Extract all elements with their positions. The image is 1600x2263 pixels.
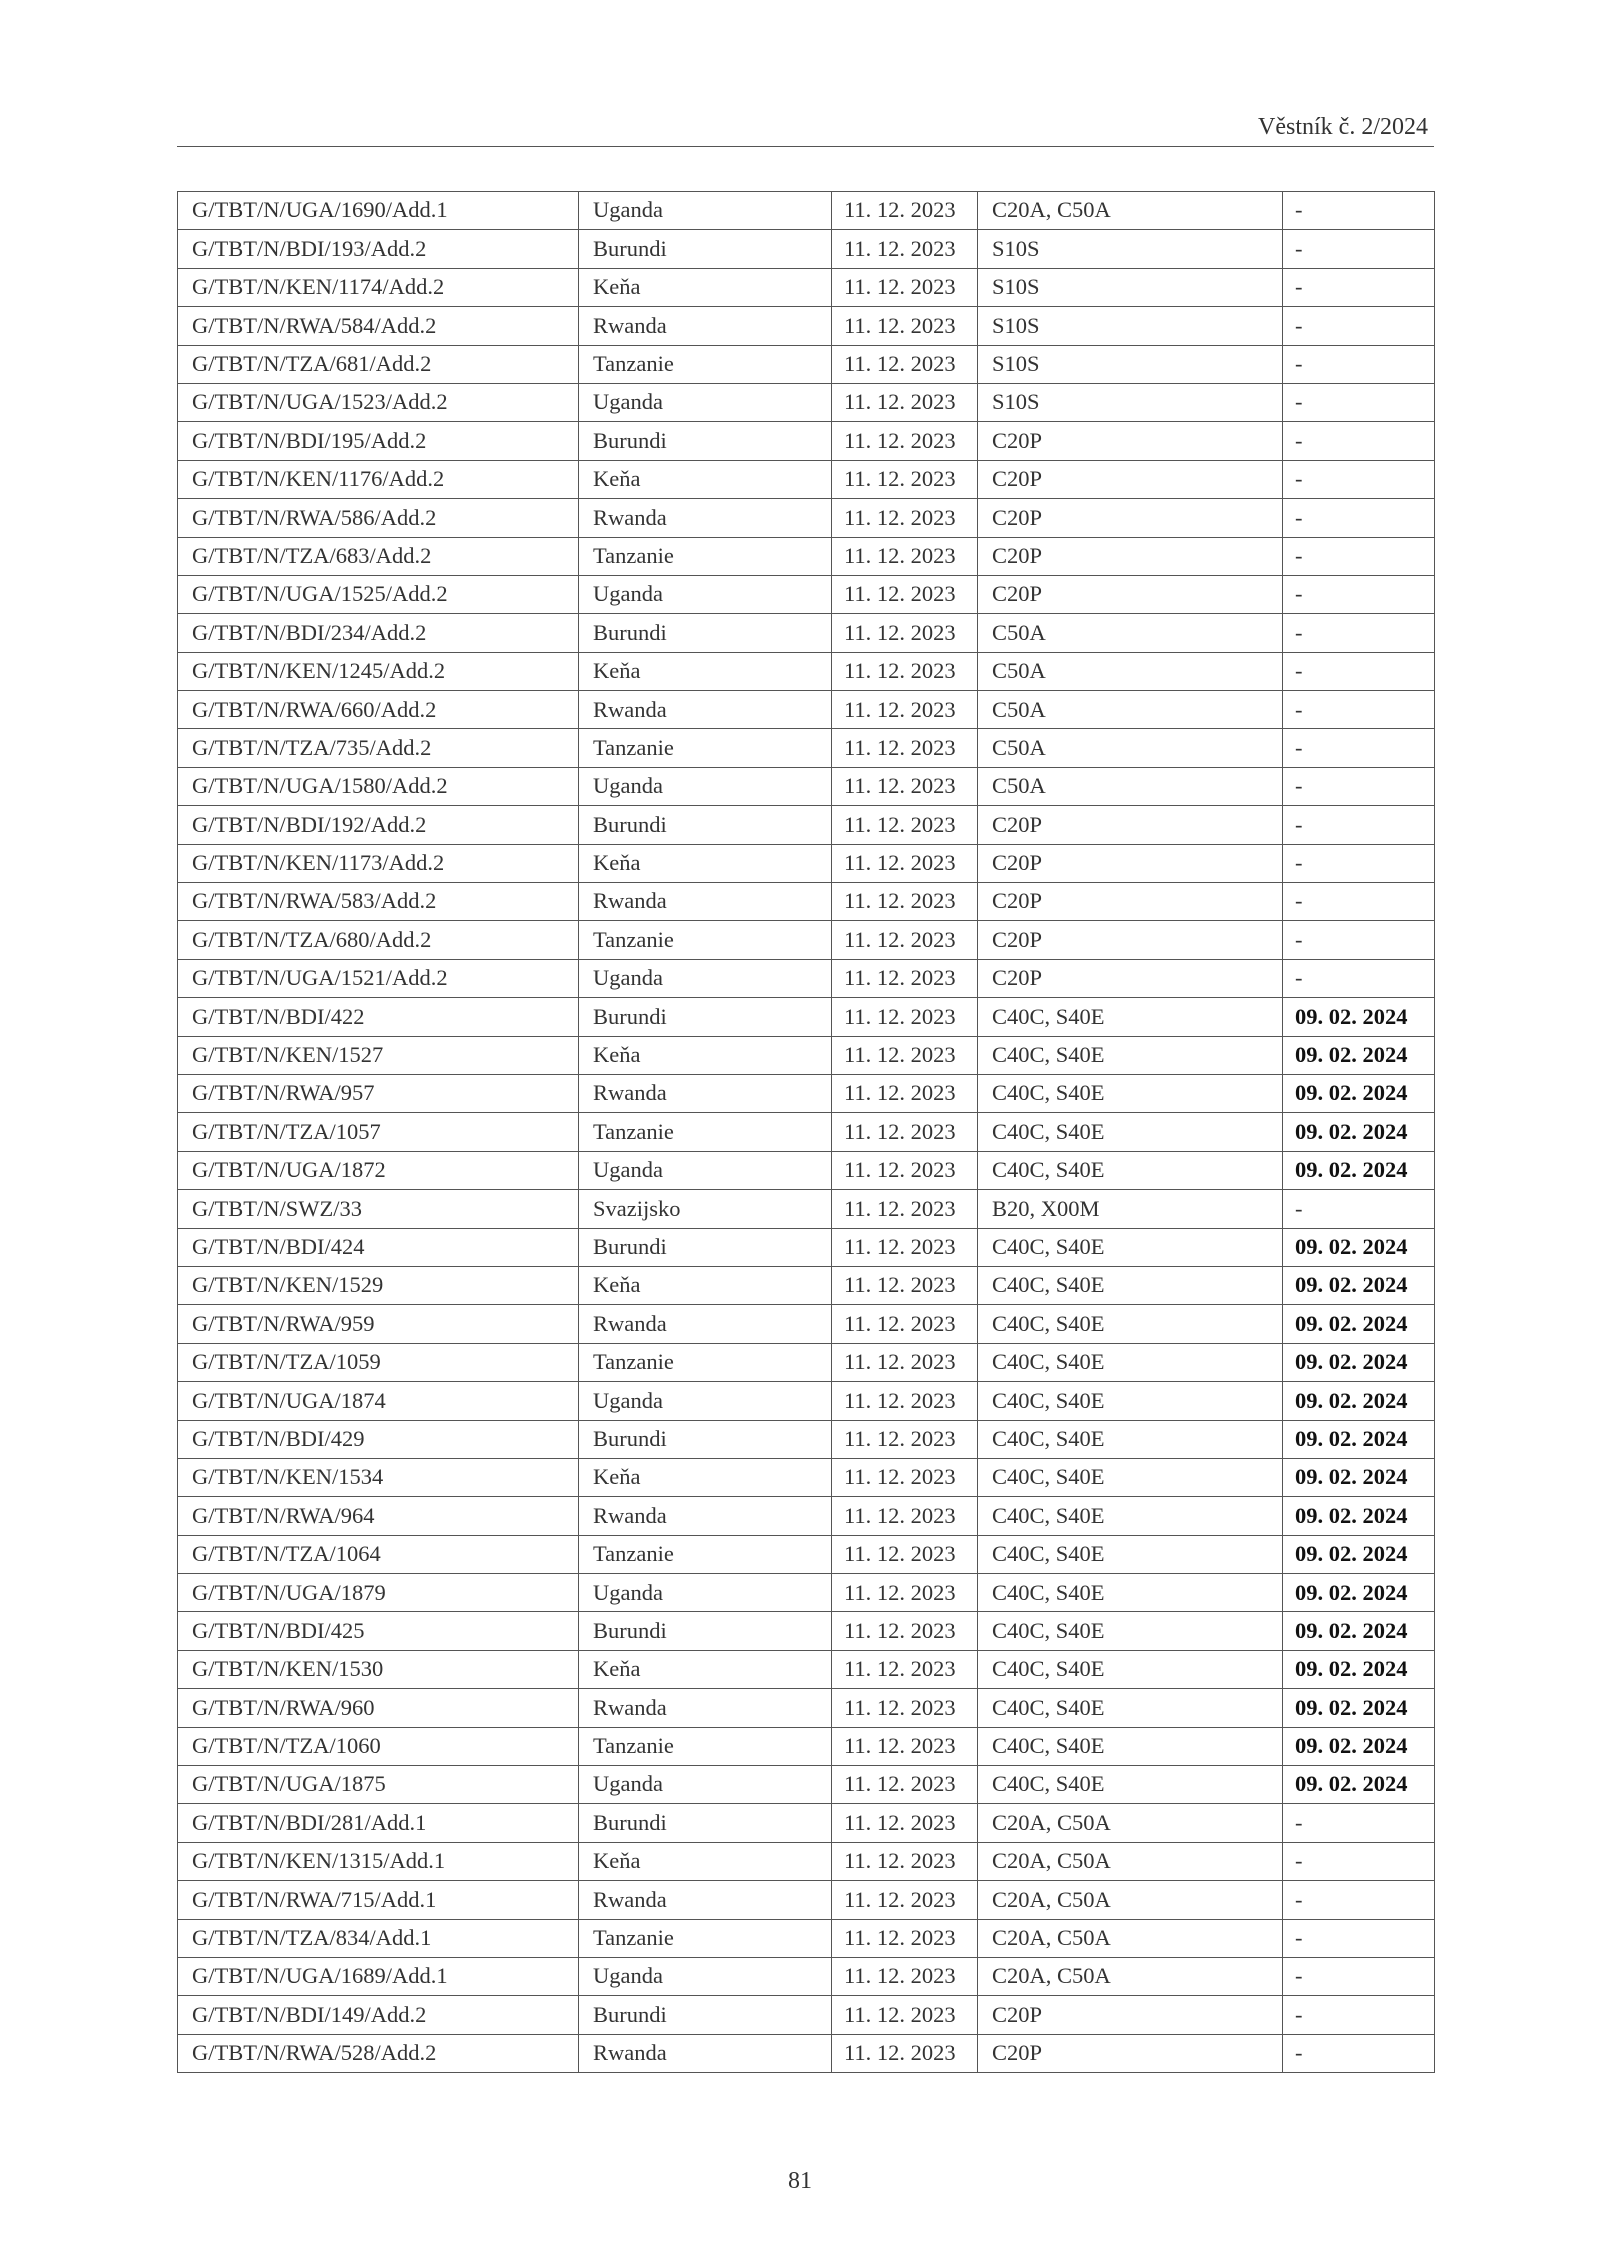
table-row: [178, 499, 1435, 537]
ics-code-cell: C50A: [978, 652, 1283, 690]
notification-symbol-cell: G/TBT/N/RWA/959: [178, 1305, 579, 1343]
ics-code-cell: C20P: [978, 1996, 1283, 2034]
deadline-cell: -: [1283, 230, 1435, 268]
notification-symbol-cell: G/TBT/N/KEN/1174/Add.2: [178, 268, 579, 306]
deadline-cell: -: [1283, 767, 1435, 805]
notification-symbol-cell: G/TBT/N/TZA/735/Add.2: [178, 729, 579, 767]
notification-symbol-cell: G/TBT/N/TZA/681/Add.2: [178, 345, 579, 383]
deadline-cell: -: [1283, 1919, 1435, 1957]
table-row: [178, 1727, 1435, 1765]
table-row: [178, 1996, 1435, 2034]
date-cell: 11. 12. 2023: [832, 1574, 978, 1612]
table-row: [178, 1804, 1435, 1842]
date-cell: 11. 12. 2023: [832, 691, 978, 729]
date-cell: 11. 12. 2023: [832, 1612, 978, 1650]
country-cell: Tanzanie: [579, 1343, 832, 1381]
notification-symbol-cell: G/TBT/N/UGA/1879: [178, 1574, 579, 1612]
ics-code-cell: C40C, S40E: [978, 1305, 1283, 1343]
table-row: [178, 1689, 1435, 1727]
ics-code-cell: C20P: [978, 575, 1283, 613]
date-cell: 11. 12. 2023: [832, 1804, 978, 1842]
date-cell: 11. 12. 2023: [832, 1036, 978, 1074]
date-cell: 11. 12. 2023: [832, 1727, 978, 1765]
date-cell: 11. 12. 2023: [832, 1074, 978, 1112]
country-cell: Rwanda: [579, 1305, 832, 1343]
date-cell: 11. 12. 2023: [832, 806, 978, 844]
country-cell: Keňa: [579, 652, 832, 690]
country-cell: Tanzanie: [579, 921, 832, 959]
deadline-cell: 09. 02. 2024: [1283, 1650, 1435, 1688]
country-cell: Burundi: [579, 998, 832, 1036]
ics-code-cell: C20A, C50A: [978, 1804, 1283, 1842]
ics-code-cell: S10S: [978, 383, 1283, 421]
table-row: [178, 1343, 1435, 1381]
deadline-cell: -: [1283, 729, 1435, 767]
ics-code-cell: C40C, S40E: [978, 1650, 1283, 1688]
ics-code-cell: S10S: [978, 345, 1283, 383]
notification-symbol-cell: G/TBT/N/BDI/192/Add.2: [178, 806, 579, 844]
notification-symbol-cell: G/TBT/N/BDI/149/Add.2: [178, 1996, 579, 2034]
deadline-cell: -: [1283, 460, 1435, 498]
ics-code-cell: C40C, S40E: [978, 1343, 1283, 1381]
notification-symbol-cell: G/TBT/N/TZA/683/Add.2: [178, 537, 579, 575]
country-cell: Rwanda: [579, 1689, 832, 1727]
date-cell: 11. 12. 2023: [832, 383, 978, 421]
ics-code-cell: C50A: [978, 691, 1283, 729]
date-cell: 11. 12. 2023: [832, 959, 978, 997]
country-cell: Burundi: [579, 1804, 832, 1842]
deadline-cell: 09. 02. 2024: [1283, 1343, 1435, 1381]
deadline-cell: -: [1283, 499, 1435, 537]
deadline-cell: 09. 02. 2024: [1283, 1151, 1435, 1189]
country-cell: Burundi: [579, 230, 832, 268]
ics-code-cell: C40C, S40E: [978, 1074, 1283, 1112]
notification-symbol-cell: G/TBT/N/RWA/960: [178, 1689, 579, 1727]
deadline-cell: 09. 02. 2024: [1283, 1382, 1435, 1420]
table-row: [178, 1497, 1435, 1535]
deadline-cell: -: [1283, 1996, 1435, 2034]
deadline-cell: -: [1283, 2034, 1435, 2072]
deadline-cell: 09. 02. 2024: [1283, 1497, 1435, 1535]
ics-code-cell: C40C, S40E: [978, 1113, 1283, 1151]
notification-symbol-cell: G/TBT/N/TZA/1060: [178, 1727, 579, 1765]
page-number: 81: [788, 2168, 812, 2194]
country-cell: Tanzanie: [579, 729, 832, 767]
country-cell: Keňa: [579, 1036, 832, 1074]
notification-symbol-cell: G/TBT/N/KEN/1245/Add.2: [178, 652, 579, 690]
deadline-cell: -: [1283, 844, 1435, 882]
country-cell: Keňa: [579, 1458, 832, 1496]
ics-code-cell: C40C, S40E: [978, 998, 1283, 1036]
notification-symbol-cell: G/TBT/N/UGA/1689/Add.1: [178, 1957, 579, 1995]
ics-code-cell: C50A: [978, 729, 1283, 767]
deadline-cell: -: [1283, 1881, 1435, 1919]
table-row: [178, 1612, 1435, 1650]
ics-code-cell: C40C, S40E: [978, 1151, 1283, 1189]
deadline-cell: 09. 02. 2024: [1283, 1266, 1435, 1304]
notification-table: [177, 191, 1435, 2073]
notification-symbol-cell: G/TBT/N/RWA/660/Add.2: [178, 691, 579, 729]
table-row: [178, 422, 1435, 460]
notification-symbol-cell: G/TBT/N/TZA/1057: [178, 1113, 579, 1151]
date-cell: 11. 12. 2023: [832, 192, 978, 230]
deadline-cell: 09. 02. 2024: [1283, 1305, 1435, 1343]
date-cell: 11. 12. 2023: [832, 844, 978, 882]
ics-code-cell: C50A: [978, 614, 1283, 652]
ics-code-cell: S10S: [978, 268, 1283, 306]
deadline-cell: 09. 02. 2024: [1283, 1113, 1435, 1151]
country-cell: Uganda: [579, 1151, 832, 1189]
country-cell: Rwanda: [579, 1074, 832, 1112]
ics-code-cell: C20P: [978, 921, 1283, 959]
date-cell: 11. 12. 2023: [832, 1957, 978, 1995]
notification-symbol-cell: G/TBT/N/BDI/422: [178, 998, 579, 1036]
table-row: [178, 575, 1435, 613]
country-cell: Burundi: [579, 614, 832, 652]
deadline-cell: -: [1283, 1190, 1435, 1228]
table-row: [178, 1074, 1435, 1112]
date-cell: 11. 12. 2023: [832, 2034, 978, 2072]
date-cell: 11. 12. 2023: [832, 1881, 978, 1919]
notification-symbol-cell: G/TBT/N/KEN/1176/Add.2: [178, 460, 579, 498]
deadline-cell: 09. 02. 2024: [1283, 1420, 1435, 1458]
notification-symbol-cell: G/TBT/N/UGA/1872: [178, 1151, 579, 1189]
deadline-cell: -: [1283, 652, 1435, 690]
table-row: [178, 844, 1435, 882]
date-cell: 11. 12. 2023: [832, 1113, 978, 1151]
deadline-cell: 09. 02. 2024: [1283, 1612, 1435, 1650]
country-cell: Uganda: [579, 1382, 832, 1420]
journal-issue-title: Věstník č. 2/2024: [1258, 114, 1428, 140]
table-row: [178, 1420, 1435, 1458]
deadline-cell: -: [1283, 537, 1435, 575]
country-cell: Keňa: [579, 268, 832, 306]
country-cell: Tanzanie: [579, 1113, 832, 1151]
notification-symbol-cell: G/TBT/N/TZA/680/Add.2: [178, 921, 579, 959]
table-row: [178, 537, 1435, 575]
ics-code-cell: B20, X00M: [978, 1190, 1283, 1228]
country-cell: Rwanda: [579, 499, 832, 537]
ics-code-cell: C40C, S40E: [978, 1689, 1283, 1727]
table-row: [178, 1574, 1435, 1612]
table-row: [178, 1957, 1435, 1995]
ics-code-cell: C20P: [978, 537, 1283, 575]
deadline-cell: -: [1283, 806, 1435, 844]
country-cell: Burundi: [579, 1228, 832, 1266]
ics-code-cell: C40C, S40E: [978, 1497, 1283, 1535]
notification-table-body: [178, 192, 1435, 2073]
notification-symbol-cell: G/TBT/N/KEN/1527: [178, 1036, 579, 1074]
notification-symbol-cell: G/TBT/N/RWA/957: [178, 1074, 579, 1112]
date-cell: 11. 12. 2023: [832, 1766, 978, 1804]
table-row: [178, 1535, 1435, 1573]
notification-symbol-cell: G/TBT/N/UGA/1875: [178, 1766, 579, 1804]
country-cell: Tanzanie: [579, 537, 832, 575]
ics-code-cell: C40C, S40E: [978, 1036, 1283, 1074]
notification-symbol-cell: G/TBT/N/RWA/964: [178, 1497, 579, 1535]
ics-code-cell: C40C, S40E: [978, 1228, 1283, 1266]
deadline-cell: 09. 02. 2024: [1283, 1074, 1435, 1112]
ics-code-cell: C20A, C50A: [978, 1842, 1283, 1880]
table-row: [178, 460, 1435, 498]
country-cell: Uganda: [579, 1766, 832, 1804]
table-row: [178, 959, 1435, 997]
date-cell: 11. 12. 2023: [832, 1420, 978, 1458]
ics-code-cell: C40C, S40E: [978, 1382, 1283, 1420]
date-cell: 11. 12. 2023: [832, 1190, 978, 1228]
country-cell: Burundi: [579, 806, 832, 844]
date-cell: 11. 12. 2023: [832, 345, 978, 383]
deadline-cell: -: [1283, 383, 1435, 421]
ics-code-cell: C20P: [978, 422, 1283, 460]
deadline-cell: 09. 02. 2024: [1283, 998, 1435, 1036]
notification-symbol-cell: G/TBT/N/TZA/1064: [178, 1535, 579, 1573]
deadline-cell: -: [1283, 691, 1435, 729]
country-cell: Rwanda: [579, 1881, 832, 1919]
country-cell: Svazijsko: [579, 1190, 832, 1228]
table-row: [178, 1113, 1435, 1151]
deadline-cell: -: [1283, 1842, 1435, 1880]
table-row: [178, 883, 1435, 921]
ics-code-cell: C40C, S40E: [978, 1458, 1283, 1496]
date-cell: 11. 12. 2023: [832, 1650, 978, 1688]
ics-code-cell: C40C, S40E: [978, 1535, 1283, 1573]
table-row: [178, 1881, 1435, 1919]
notification-symbol-cell: G/TBT/N/KEN/1529: [178, 1266, 579, 1304]
country-cell: Rwanda: [579, 1497, 832, 1535]
table-row: [178, 1842, 1435, 1880]
country-cell: Keňa: [579, 460, 832, 498]
table-row: [178, 691, 1435, 729]
deadline-cell: -: [1283, 307, 1435, 345]
notification-symbol-cell: G/TBT/N/UGA/1523/Add.2: [178, 383, 579, 421]
ics-code-cell: C20P: [978, 460, 1283, 498]
deadline-cell: -: [1283, 1957, 1435, 1995]
date-cell: 11. 12. 2023: [832, 1228, 978, 1266]
date-cell: 11. 12. 2023: [832, 499, 978, 537]
ics-code-cell: C40C, S40E: [978, 1612, 1283, 1650]
table-row: [178, 1228, 1435, 1266]
notification-symbol-cell: G/TBT/N/RWA/584/Add.2: [178, 307, 579, 345]
table-row: [178, 1305, 1435, 1343]
country-cell: Keňa: [579, 1842, 832, 1880]
notification-symbol-cell: G/TBT/N/KEN/1315/Add.1: [178, 1842, 579, 1880]
notification-symbol-cell: G/TBT/N/UGA/1521/Add.2: [178, 959, 579, 997]
deadline-cell: -: [1283, 192, 1435, 230]
date-cell: 11. 12. 2023: [832, 998, 978, 1036]
date-cell: 11. 12. 2023: [832, 652, 978, 690]
table-row: [178, 767, 1435, 805]
deadline-cell: -: [1283, 345, 1435, 383]
ics-code-cell: C40C, S40E: [978, 1266, 1283, 1304]
deadline-cell: 09. 02. 2024: [1283, 1766, 1435, 1804]
notification-symbol-cell: G/TBT/N/KEN/1534: [178, 1458, 579, 1496]
table-row: [178, 614, 1435, 652]
notification-symbol-cell: G/TBT/N/UGA/1525/Add.2: [178, 575, 579, 613]
date-cell: 11. 12. 2023: [832, 729, 978, 767]
ics-code-cell: C40C, S40E: [978, 1766, 1283, 1804]
deadline-cell: 09. 02. 2024: [1283, 1574, 1435, 1612]
date-cell: 11. 12. 2023: [832, 883, 978, 921]
notification-symbol-cell: G/TBT/N/RWA/583/Add.2: [178, 883, 579, 921]
country-cell: Tanzanie: [579, 1727, 832, 1765]
table-row: [178, 1036, 1435, 1074]
ics-code-cell: C20P: [978, 959, 1283, 997]
deadline-cell: -: [1283, 1804, 1435, 1842]
table-row: [178, 345, 1435, 383]
table-row: [178, 1190, 1435, 1228]
country-cell: Uganda: [579, 192, 832, 230]
notification-symbol-cell: G/TBT/N/KEN/1173/Add.2: [178, 844, 579, 882]
country-cell: Burundi: [579, 1612, 832, 1650]
notification-symbol-cell: G/TBT/N/BDI/195/Add.2: [178, 422, 579, 460]
notification-symbol-cell: G/TBT/N/TZA/1059: [178, 1343, 579, 1381]
ics-code-cell: C50A: [978, 767, 1283, 805]
table-row: [178, 1650, 1435, 1688]
deadline-cell: 09. 02. 2024: [1283, 1228, 1435, 1266]
notification-symbol-cell: G/TBT/N/BDI/424: [178, 1228, 579, 1266]
ics-code-cell: C20A, C50A: [978, 1881, 1283, 1919]
date-cell: 11. 12. 2023: [832, 1382, 978, 1420]
deadline-cell: 09. 02. 2024: [1283, 1689, 1435, 1727]
table-row: [178, 729, 1435, 767]
ics-code-cell: C20P: [978, 883, 1283, 921]
date-cell: 11. 12. 2023: [832, 230, 978, 268]
date-cell: 11. 12. 2023: [832, 1458, 978, 1496]
table-row: [178, 652, 1435, 690]
deadline-cell: -: [1283, 883, 1435, 921]
notification-symbol-cell: G/TBT/N/BDI/281/Add.1: [178, 1804, 579, 1842]
table-row: [178, 806, 1435, 844]
date-cell: 11. 12. 2023: [832, 307, 978, 345]
deadline-cell: -: [1283, 959, 1435, 997]
country-cell: Tanzanie: [579, 1535, 832, 1573]
country-cell: Tanzanie: [579, 1919, 832, 1957]
ics-code-cell: C20P: [978, 806, 1283, 844]
date-cell: 11. 12. 2023: [832, 1266, 978, 1304]
country-cell: Uganda: [579, 575, 832, 613]
date-cell: 11. 12. 2023: [832, 1305, 978, 1343]
date-cell: 11. 12. 2023: [832, 268, 978, 306]
table-row: [178, 1382, 1435, 1420]
deadline-cell: 09. 02. 2024: [1283, 1036, 1435, 1074]
country-cell: Rwanda: [579, 2034, 832, 2072]
table-row: [178, 383, 1435, 421]
country-cell: Uganda: [579, 959, 832, 997]
notification-symbol-cell: G/TBT/N/BDI/425: [178, 1612, 579, 1650]
ics-code-cell: S10S: [978, 307, 1283, 345]
country-cell: Burundi: [579, 422, 832, 460]
ics-code-cell: C40C, S40E: [978, 1574, 1283, 1612]
deadline-cell: 09. 02. 2024: [1283, 1727, 1435, 1765]
date-cell: 11. 12. 2023: [832, 614, 978, 652]
ics-code-cell: C20A, C50A: [978, 1919, 1283, 1957]
country-cell: Keňa: [579, 1650, 832, 1688]
date-cell: 11. 12. 2023: [832, 1343, 978, 1381]
notification-symbol-cell: G/TBT/N/UGA/1690/Add.1: [178, 192, 579, 230]
ics-code-cell: C40C, S40E: [978, 1420, 1283, 1458]
deadline-cell: -: [1283, 422, 1435, 460]
ics-code-cell: C20A, C50A: [978, 192, 1283, 230]
table-row: [178, 192, 1435, 230]
table-row: [178, 1919, 1435, 1957]
ics-code-cell: C40C, S40E: [978, 1727, 1283, 1765]
country-cell: Rwanda: [579, 307, 832, 345]
date-cell: 11. 12. 2023: [832, 1689, 978, 1727]
date-cell: 11. 12. 2023: [832, 537, 978, 575]
country-cell: Rwanda: [579, 883, 832, 921]
notification-symbol-cell: G/TBT/N/BDI/429: [178, 1420, 579, 1458]
country-cell: Uganda: [579, 767, 832, 805]
ics-code-cell: S10S: [978, 230, 1283, 268]
deadline-cell: -: [1283, 268, 1435, 306]
table-row: [178, 1458, 1435, 1496]
date-cell: 11. 12. 2023: [832, 767, 978, 805]
date-cell: 11. 12. 2023: [832, 422, 978, 460]
date-cell: 11. 12. 2023: [832, 921, 978, 959]
table-row: [178, 1266, 1435, 1304]
deadline-cell: 09. 02. 2024: [1283, 1535, 1435, 1573]
notification-symbol-cell: G/TBT/N/UGA/1580/Add.2: [178, 767, 579, 805]
table-row: [178, 1151, 1435, 1189]
date-cell: 11. 12. 2023: [832, 1919, 978, 1957]
table-row: [178, 921, 1435, 959]
date-cell: 11. 12. 2023: [832, 1996, 978, 2034]
notification-symbol-cell: G/TBT/N/SWZ/33: [178, 1190, 579, 1228]
country-cell: Tanzanie: [579, 345, 832, 383]
notification-symbol-cell: G/TBT/N/RWA/586/Add.2: [178, 499, 579, 537]
deadline-cell: -: [1283, 921, 1435, 959]
date-cell: 11. 12. 2023: [832, 1151, 978, 1189]
notification-symbol-cell: G/TBT/N/UGA/1874: [178, 1382, 579, 1420]
table-row: [178, 307, 1435, 345]
date-cell: 11. 12. 2023: [832, 575, 978, 613]
notification-symbol-cell: G/TBT/N/RWA/528/Add.2: [178, 2034, 579, 2072]
page-header: [177, 114, 1434, 147]
deadline-cell: 09. 02. 2024: [1283, 1458, 1435, 1496]
notification-symbol-cell: G/TBT/N/KEN/1530: [178, 1650, 579, 1688]
date-cell: 11. 12. 2023: [832, 460, 978, 498]
notification-symbol-cell: G/TBT/N/BDI/234/Add.2: [178, 614, 579, 652]
country-cell: Uganda: [579, 383, 832, 421]
table-row: [178, 2034, 1435, 2072]
ics-code-cell: C20P: [978, 844, 1283, 882]
deadline-cell: -: [1283, 575, 1435, 613]
notification-symbol-cell: G/TBT/N/RWA/715/Add.1: [178, 1881, 579, 1919]
ics-code-cell: C20P: [978, 2034, 1283, 2072]
ics-code-cell: C20A, C50A: [978, 1957, 1283, 1995]
table-row: [178, 268, 1435, 306]
date-cell: 11. 12. 2023: [832, 1842, 978, 1880]
country-cell: Keňa: [579, 844, 832, 882]
country-cell: Burundi: [579, 1420, 832, 1458]
country-cell: Rwanda: [579, 691, 832, 729]
country-cell: Burundi: [579, 1996, 832, 2034]
table-row: [178, 230, 1435, 268]
deadline-cell: -: [1283, 614, 1435, 652]
date-cell: 11. 12. 2023: [832, 1535, 978, 1573]
country-cell: Uganda: [579, 1574, 832, 1612]
notification-symbol-cell: G/TBT/N/TZA/834/Add.1: [178, 1919, 579, 1957]
country-cell: Keňa: [579, 1266, 832, 1304]
table-row: [178, 1766, 1435, 1804]
date-cell: 11. 12. 2023: [832, 1497, 978, 1535]
notification-symbol-cell: G/TBT/N/BDI/193/Add.2: [178, 230, 579, 268]
table-row: [178, 998, 1435, 1036]
country-cell: Uganda: [579, 1957, 832, 1995]
ics-code-cell: C20P: [978, 499, 1283, 537]
